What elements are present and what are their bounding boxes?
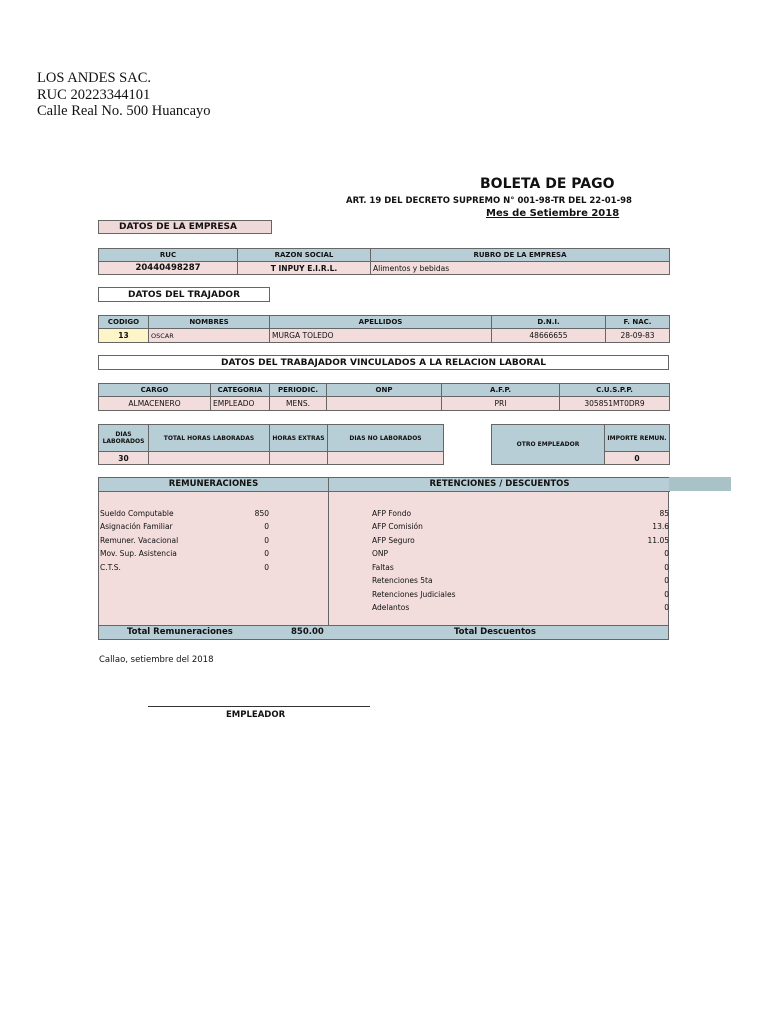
reten-item-value: 85 [659, 509, 669, 518]
worker-birthdate-value: 28-09-83 [606, 329, 670, 343]
reten-item-value: 0 [664, 603, 669, 612]
worker-first-name-value: OSCAR [149, 329, 270, 343]
dias-laborados-value: 30 [99, 452, 149, 465]
col-header: ONP [327, 384, 442, 397]
importe-value: 0 [605, 452, 670, 465]
remuneraciones-panel [98, 477, 669, 626]
col-header: CODIGO [99, 316, 149, 329]
col-header: HORAS EXTRAS [270, 425, 328, 452]
col-header: A.F.P. [442, 384, 560, 397]
company-address: Calle Real No. 500 Huancayo [37, 103, 211, 119]
worker-code-value: 13 [99, 329, 149, 343]
dias-no-laborados-value [328, 452, 444, 465]
col-header: DIAS LABORADOS [99, 425, 149, 452]
decorative-strip [669, 477, 731, 491]
trabajador-table [98, 315, 670, 343]
reten-item-value: 13.6 [652, 522, 669, 531]
remun-item-value: 0 [264, 563, 269, 572]
remun-item-label: Remuner. Vacacional [100, 536, 179, 545]
signature-line [148, 706, 370, 707]
laboral-table [98, 383, 670, 411]
col-header: CATEGORIA [211, 384, 270, 397]
worker-dni-value: 48666655 [492, 329, 606, 343]
empresa-razon-value: T INPUY E.I.R.L. [238, 262, 371, 275]
reten-item-value: 0 [664, 590, 669, 599]
onp-value [327, 397, 442, 411]
empresa-table [98, 248, 670, 275]
cuspp-value: 305851MT0DR9 [560, 397, 670, 411]
otro-empleador-label: OTRO EMPLEADOR [492, 425, 605, 465]
categoria-value: EMPLEADO [211, 397, 270, 411]
empresa-rubro-value: Alimentos y bebidas [371, 262, 670, 275]
reten-item-label: AFP Comisión [372, 522, 423, 531]
col-header: F. NAC. [606, 316, 670, 329]
company-ruc: RUC 20223344101 [37, 86, 151, 103]
total-remuneraciones-label: Total Remuneraciones [127, 627, 233, 637]
col-header: C.U.S.P.P. [560, 384, 670, 397]
col-header: RUC [99, 249, 238, 262]
col-header: D.N.I. [492, 316, 606, 329]
reten-item-label: AFP Seguro [372, 536, 415, 545]
document-title: BOLETA DE PAGO [480, 176, 615, 192]
remuneraciones-header: REMUNERACIONES [99, 478, 328, 492]
reten-item-value: 0 [664, 563, 669, 572]
col-header: RUBRO DE LA EMPRESA [371, 249, 670, 262]
reten-item-label: AFP Fondo [372, 509, 412, 518]
col-header: CARGO [99, 384, 211, 397]
section-label-trabajador: DATOS DEL TRAJADOR [98, 287, 270, 302]
reten-item-label: Faltas [372, 563, 394, 572]
section-label-empresa: DATOS DE LA EMPRESA [98, 220, 272, 234]
legal-reference: ART. 19 DEL DECRETO SUPREMO N° 001-98-TR DEL 22-01-98 [346, 196, 632, 206]
remun-item-value: 0 [264, 536, 269, 545]
total-horas-value [149, 452, 270, 465]
otro-empleador-table [491, 424, 670, 465]
totals-bar [98, 626, 669, 640]
pay-period: Mes de Setiembre 2018 [486, 208, 620, 219]
column-divider [328, 478, 329, 627]
afp-value: PRI [442, 397, 560, 411]
company-name: LOS ANDES SAC. [37, 70, 152, 86]
total-remuneraciones-value: 850.00 [291, 627, 324, 637]
section-label-laboral: DATOS DEL TRABAJADOR VINCULADOS A LA RELACION LABORAL [98, 355, 669, 370]
remun-item-label: Sueldo Computable [100, 509, 174, 518]
total-descuentos-label: Total Descuentos [454, 627, 536, 637]
reten-item-value: 0 [664, 576, 669, 585]
remun-item-label: Asignación Familiar [100, 522, 173, 531]
col-header: APELLIDOS [270, 316, 492, 329]
company-header [37, 70, 211, 120]
empresa-ruc-value: 20440498287 [99, 262, 238, 275]
reten-item-label: Retenciones Judiciales [372, 590, 456, 599]
remun-item-value: 850 [254, 509, 269, 518]
reten-item-value: 11.05 [647, 536, 669, 545]
periodicidad-value: MENS. [270, 397, 327, 411]
reten-item-label: Adelantos [372, 603, 410, 612]
reten-item-label: ONP [372, 549, 389, 558]
remun-item-value: 0 [264, 522, 269, 531]
retenciones-header: RETENCIONES / DESCUENTOS [329, 478, 670, 492]
col-header: TOTAL HORAS LABORADAS [149, 425, 270, 452]
reten-item-value: 0 [664, 549, 669, 558]
horas-extras-value [270, 452, 328, 465]
remun-item-label: Mov. Sup. Asistencia [100, 549, 177, 558]
remun-item-value: 0 [264, 549, 269, 558]
signature-label: EMPLEADOR [226, 710, 286, 720]
importe-header: IMPORTE REMUN. [605, 425, 670, 452]
cargo-value: ALMACENERO [99, 397, 211, 411]
reten-item-label: Retenciones 5ta [372, 576, 433, 585]
place-date: Callao, setiembre del 2018 [99, 655, 214, 665]
worker-last-name-value: MURGA TOLEDO [270, 329, 492, 343]
col-header: RAZON SOCIAL [238, 249, 371, 262]
col-header: DIAS NO LABORADOS [328, 425, 444, 452]
col-header: NOMBRES [149, 316, 270, 329]
remun-item-label: C.T.S. [100, 563, 121, 572]
col-header: PERIODIC. [270, 384, 327, 397]
dias-table [98, 424, 444, 465]
